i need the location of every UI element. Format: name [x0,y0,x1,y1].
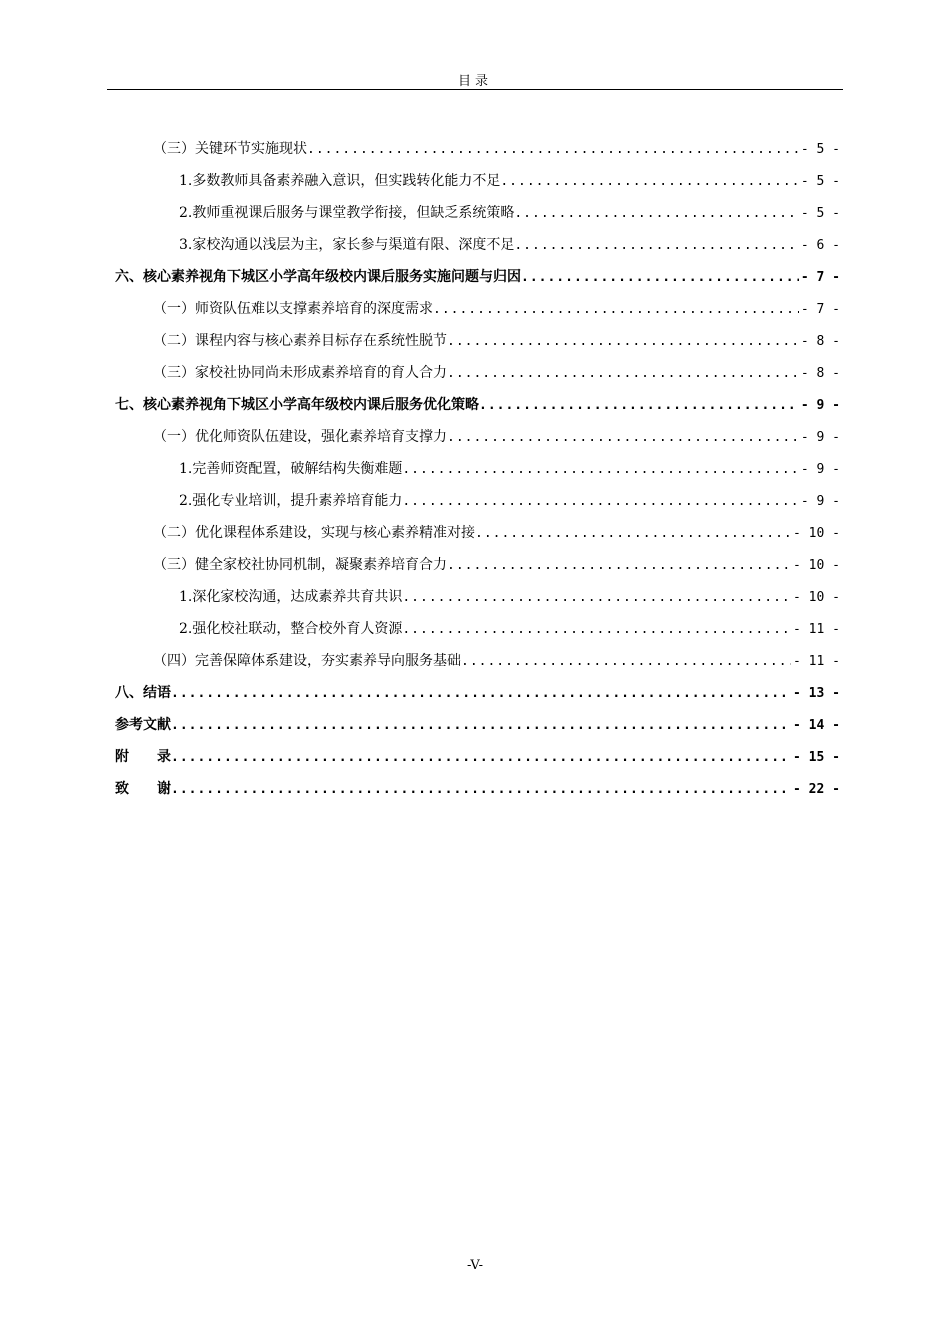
toc-entry-title: 3.家校沟通以浅层为主，家长参与渠道有限、深度不足 [179,237,515,253]
page-number: -V- [466,1258,484,1273]
toc-entry[interactable] [115,362,840,394]
toc-entry-page: - 8 - [800,334,840,349]
toc-entry-title: 附 录 [115,749,171,765]
toc-entry[interactable] [115,330,840,362]
page-header-title: 目录 [457,74,492,89]
toc-entry[interactable] [115,650,840,682]
toc-entry-title: 七、核心素养视角下城区小学高年级校内课后服务优化策略 [115,397,479,413]
toc-entry[interactable] [115,490,840,522]
toc-leader-dots [171,782,791,797]
toc-leader-dots [402,462,799,477]
toc-entry-title: （二）课程内容与核心素养目标存在系统性脱节 [153,333,447,349]
toc-entry-page: - 9 - [800,398,840,413]
toc-entry-title: （三）家校社协同尚未形成素养培育的育人合力 [153,365,447,381]
toc-entry-title: 致 谢 [115,781,171,797]
toc-entry[interactable] [115,746,840,778]
toc-entry-title: 1.完善师资配置，破解结构失衡难题 [179,461,403,477]
toc-entry-page: - 5 - [800,174,840,189]
toc-entry-page: - 22 - [793,782,840,797]
toc-leader-dots [402,590,791,605]
toc-leader-dots [447,334,799,349]
toc-entry-page: - 5 - [800,142,840,157]
toc-leader-dots [433,302,799,317]
toc-entry[interactable] [115,458,840,490]
toc-entry[interactable] [115,234,840,266]
toc-entry-title: 2.强化校社联动，整合校外育人资源 [179,621,403,637]
toc-entry-title: （一）师资队伍难以支撑素养培育的深度需求 [153,301,433,317]
toc-entry-page: - 10 - [793,558,840,573]
toc-entry-title: 六、核心素养视角下城区小学高年级校内课后服务实施问题与归因 [115,269,521,285]
toc-entry-page: - 7 - [800,270,840,285]
toc-entry-title: （一）优化师资队伍建设，强化素养培育支撑力 [153,429,447,445]
toc-leader-dots [171,718,791,733]
toc-entry-page: - 5 - [800,206,840,221]
toc-entry-page: - 10 - [793,526,840,541]
toc-leader-dots [447,366,799,381]
toc-entry-page: - 8 - [800,366,840,381]
toc-leader-dots [500,174,799,189]
toc-entry-title: （三）健全家校社协同机制，凝聚素养培育合力 [153,557,447,573]
toc-entry-title: 2.教师重视课后服务与课堂教学衔接，但缺乏系统策略 [179,205,515,221]
toc-leader-dots [479,398,799,413]
toc-leader-dots [521,270,799,285]
toc-entry-page: - 7 - [800,302,840,317]
toc-entry[interactable] [115,522,840,554]
toc-leader-dots [402,622,791,637]
toc-entry[interactable] [115,618,840,650]
toc-entry[interactable] [115,586,840,618]
table-of-contents [115,138,840,810]
toc-leader-dots [307,142,799,157]
toc-entry-page: - 14 - [793,718,840,733]
toc-entry[interactable] [115,298,840,330]
header-divider [107,89,843,90]
toc-entry-page: - 6 - [800,238,840,253]
toc-leader-dots [514,206,799,221]
toc-leader-dots [475,526,791,541]
toc-entry-title: 参考文献 [115,717,171,733]
toc-entry[interactable] [115,138,840,170]
toc-leader-dots [171,750,791,765]
toc-entry-title: 八、结语 [115,685,171,701]
toc-entry-page: - 15 - [793,750,840,765]
toc-leader-dots [171,686,791,701]
toc-entry[interactable] [115,266,840,298]
toc-entry-page: - 11 - [793,654,840,669]
toc-entry-page: - 10 - [793,590,840,605]
toc-entry[interactable] [115,714,840,746]
toc-entry[interactable] [115,170,840,202]
toc-leader-dots [461,654,791,669]
toc-entry[interactable] [115,554,840,586]
toc-leader-dots [447,558,791,573]
toc-entry[interactable] [115,202,840,234]
toc-entry-title: （三）关键环节实施现状 [153,141,307,157]
toc-entry-page: - 13 - [793,686,840,701]
toc-entry[interactable] [115,778,840,810]
toc-leader-dots [402,494,799,509]
toc-entry-title: 2.强化专业培训，提升素养培育能力 [179,493,403,509]
toc-entry-title: 1.多数教师具备素养融入意识，但实践转化能力不足 [179,173,501,189]
toc-entry-page: - 11 - [793,622,840,637]
toc-leader-dots [514,238,799,253]
toc-entry[interactable] [115,394,840,426]
toc-entry[interactable] [115,682,840,714]
toc-entry-title: 1.深化家校沟通，达成素养共育共识 [179,589,403,605]
toc-leader-dots [447,430,799,445]
toc-entry-title: （二）优化课程体系建设，实现与核心素养精准对接 [153,525,475,541]
toc-entry-page: - 9 - [800,494,840,509]
toc-entry-title: （四）完善保障体系建设，夯实素养导向服务基础 [153,653,461,669]
toc-entry-page: - 9 - [800,430,840,445]
toc-entry[interactable] [115,426,840,458]
toc-entry-page: - 9 - [800,462,840,477]
